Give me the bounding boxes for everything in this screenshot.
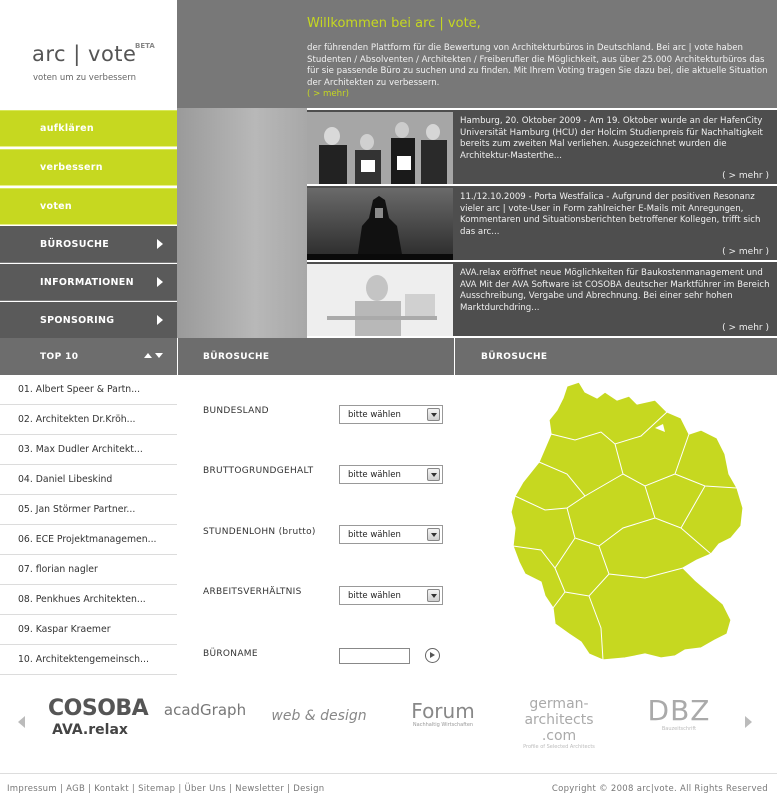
chevron-right-icon	[157, 239, 163, 249]
decorative-background	[177, 108, 307, 338]
dropdown-icon[interactable]	[427, 468, 440, 481]
bundesland-label: BUNDESLAND	[203, 406, 269, 416]
top10-item[interactable]: 09. Kaspar Kraemer	[0, 615, 177, 645]
dbz-logo[interactable]	[636, 696, 722, 732]
news-item[interactable]	[307, 262, 777, 336]
german-architects-line2: architects	[524, 712, 594, 728]
welcome-title: Willkommen bei arc | vote,	[307, 16, 481, 31]
welcome-more-link[interactable]: ( > mehr)	[307, 89, 350, 99]
news-more-link[interactable]: ( > mehr )	[722, 323, 769, 333]
dropdown-icon[interactable]	[427, 589, 440, 602]
logo-title[interactable]: arc | vote	[32, 42, 137, 66]
logo-tagline: voten um zu verbessern	[33, 73, 137, 83]
top10-item[interactable]: 06. ECE Projektmanagemen...	[0, 525, 177, 555]
bruttogrundgehalt-label: BRUTTOGRUNDGEHALT	[203, 466, 314, 476]
nav-item-sponsoring[interactable]	[0, 302, 177, 339]
select-value: bitte wählen	[348, 469, 401, 480]
cosoba-logo-text: COSOBA	[48, 696, 149, 721]
top10-item[interactable]: 04. Daniel Libeskind	[0, 465, 177, 495]
search-header: BÜROSUCHE	[178, 338, 454, 375]
search-go-button[interactable]	[425, 648, 440, 663]
news-text: 11./12.10.2009 - Porta Westfalica - Aufgrund der positiven Resonanz vieler arc | vote-User in Form zahlreicher E-Mails mit Anregungen, Kommentaren und Situationsberichten betroffener Kollegen, trifft sich das arc...	[460, 192, 761, 237]
monument-photo-image	[307, 188, 453, 260]
nav-label: INFORMATIONEN	[40, 276, 134, 288]
news-more-link[interactable]: ( > mehr )	[722, 171, 769, 181]
news-text: AVA.relax eröffnet neue Möglichkeiten für Baukostenmanagement und AVA Mit der AVA Software ist COSOBA deutscher Marktführer im Bereich Ausschreibung, Vergabe und Abrechnung. Bei einer sehr hohen Marktdurchdring...	[460, 268, 770, 313]
arbeitsverhaeltnis-label: ARBEITSVERHÄLTNIS	[203, 587, 302, 597]
sort-arrows[interactable]	[144, 353, 163, 358]
nav-item-verbessern[interactable]: verbessern	[0, 149, 177, 186]
nav-label: SPONSORING	[40, 314, 115, 326]
top10-item[interactable]: 10. Architektengemeinsch...	[0, 645, 177, 675]
nav-item-informationen[interactable]	[0, 264, 177, 301]
german-architects-logo[interactable]	[512, 696, 606, 750]
award-photo-image	[307, 112, 453, 184]
chevron-right-icon	[157, 315, 163, 325]
nav-item-aufklaeren[interactable]: aufklären	[0, 110, 177, 147]
german-architects-line3: .com	[541, 728, 577, 744]
forum-logo-sub: Nachhaltig Wirtschaften	[412, 722, 474, 728]
top10-header	[0, 338, 177, 375]
beta-badge: BETA	[135, 42, 155, 50]
germany-map[interactable]	[505, 378, 767, 664]
footer-links[interactable]: Impressum | AGB | Kontakt | Sitemap | Über Uns | Newsletter | Design	[7, 784, 325, 794]
top10-title: TOP 10	[40, 351, 79, 362]
bruttogrundgehalt-select[interactable]	[339, 465, 443, 484]
acadgraph-logo[interactable]: acadGraph	[163, 701, 247, 719]
architect-photo-image	[307, 264, 453, 336]
nav-label: BÜROSUCHE	[40, 238, 110, 250]
cosoba-logo[interactable]	[48, 696, 149, 739]
arbeitsverhaeltnis-select[interactable]	[339, 586, 443, 605]
welcome-text	[307, 43, 769, 101]
news-item[interactable]	[307, 110, 777, 184]
top10-item[interactable]: 08. Penkhues Architekten...	[0, 585, 177, 615]
dbz-logo-sub: Bauzeitschrift	[661, 726, 697, 732]
forum-logo-text: Forum	[411, 699, 475, 723]
top10-item[interactable]: 07. florian nagler	[0, 555, 177, 585]
scroll-left-icon[interactable]	[18, 716, 25, 728]
select-value: bitte wählen	[348, 590, 401, 601]
nav-item-buerosuche[interactable]	[0, 226, 177, 263]
top10-item[interactable]: 01. Albert Speer & Partn...	[0, 375, 177, 405]
dbz-logo-text: DBZ	[647, 694, 711, 727]
top10-item[interactable]: 03. Max Dudler Architekt...	[0, 435, 177, 465]
welcome-body: der führenden Plattform für die Bewertung von Architekturbüros in Deutschland. Bei arc | vote haben Studenten / Absolventen / Architekten / Freiberufler die Möglichkeit, aus über 25.000 Architekturbüros das für sie passende Büro zu suchen und zu finden. Mit Ihrem Voting tragen Sie dazu bei, die aktuelle Situation der Architekten zu verbessern.	[307, 43, 768, 88]
stundenlohn-select[interactable]	[339, 525, 443, 544]
top10-item[interactable]: 02. Architekten Dr.Kröh...	[0, 405, 177, 435]
scroll-right-icon[interactable]	[745, 716, 752, 728]
footer-divider	[0, 773, 777, 774]
map-header: BÜROSUCHE	[455, 338, 777, 375]
news-more-link[interactable]: ( > mehr )	[722, 247, 769, 257]
stundenlohn-label: STUNDENLOHN (brutto)	[203, 527, 316, 537]
arrow-up-icon[interactable]	[144, 353, 152, 358]
bueroname-label: BÜRONAME	[203, 649, 258, 659]
dropdown-icon[interactable]	[427, 408, 440, 421]
german-architects-line1: german-	[529, 696, 589, 712]
cosoba-logo-sub: AVA.relax	[52, 722, 128, 738]
select-value: bitte wählen	[348, 529, 401, 540]
bundesland-select[interactable]	[339, 405, 443, 424]
dropdown-icon[interactable]	[427, 528, 440, 541]
germany-map-shape[interactable]	[511, 382, 743, 660]
bueroname-input[interactable]	[339, 648, 410, 664]
nav-item-voten[interactable]: voten	[0, 188, 177, 225]
top10-item[interactable]: 05. Jan Störmer Partner...	[0, 495, 177, 525]
arrow-down-icon[interactable]	[155, 353, 163, 358]
news-text: Hamburg, 20. Oktober 2009 - Am 19. Oktober wurde an der HafenCity Universität Hamburg (HCU) der Holcim Studienpreis für Nachhaltigkeit bereits zum zweiten Mal verliehen. Ausgezeichnet wurden die Architektur-Masterthe...	[460, 116, 763, 161]
select-value: bitte wählen	[348, 409, 401, 420]
copyright-text: Copyright © 2008 arc|vote. All Rights Reserved	[551, 784, 768, 794]
forum-logo[interactable]	[404, 700, 482, 728]
chevron-right-icon	[157, 277, 163, 287]
german-architects-sub: Profile of Selected Architects	[523, 744, 595, 750]
webdesign-logo[interactable]: web & design	[271, 708, 367, 724]
news-item[interactable]	[307, 186, 777, 260]
